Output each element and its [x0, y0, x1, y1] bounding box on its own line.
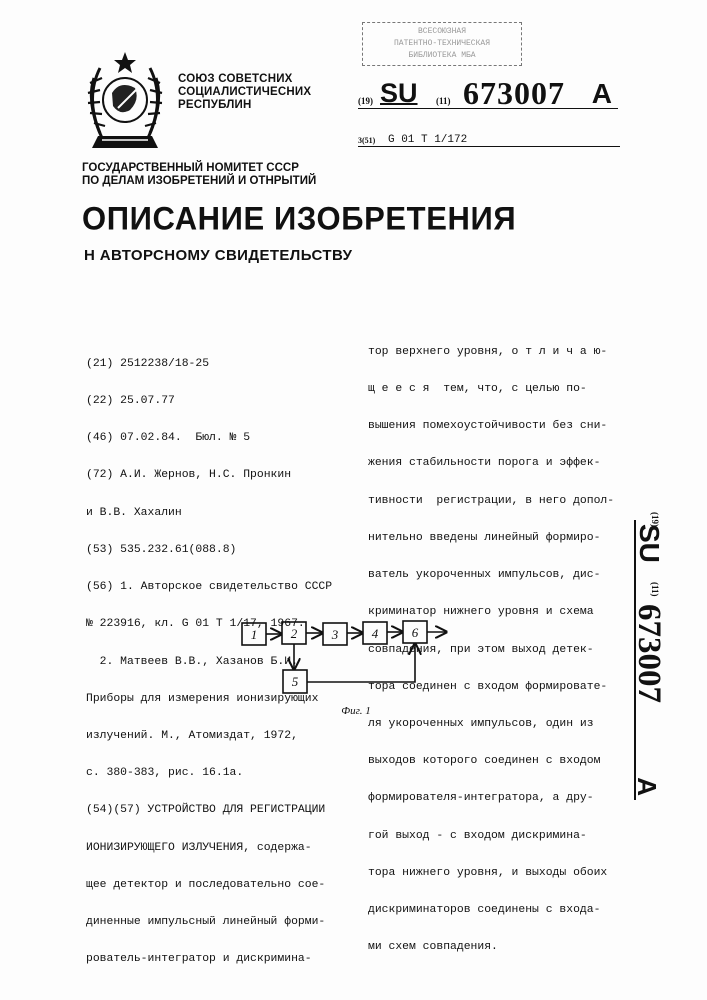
block-diagram-figure — [238, 612, 468, 724]
patent-number: 673007 — [463, 75, 565, 111]
side-country-code-label: (19) — [650, 512, 660, 527]
text-line: щее детектор и последовательно сое- — [86, 878, 326, 891]
text-line: (46) 07.02.84. Бюл. № 5 — [86, 432, 251, 445]
committee-line-2: ПО ДЕЛАМ ИЗОБРЕТЕНИЙ И ОТНРЫТИЙ — [82, 175, 317, 187]
library-stamp — [362, 22, 522, 66]
text-line: (54)(57) УСТРОЙСТВО ДЛЯ РЕГИСТРАЦИИ — [86, 804, 326, 817]
number-code-label: (11) — [436, 96, 451, 106]
country-code: SU — [380, 78, 418, 108]
side-country-code: SU — [634, 524, 665, 563]
text-line: (72) А.И. Жернов, Н.С. Пронкин — [86, 469, 292, 482]
document-subtitle: Н АВТОРСНОМУ СВИДЕТЕЛЬСТВУ — [84, 247, 353, 264]
side-underline — [634, 520, 636, 800]
text-line: ватель укороченных импульсов, дис- — [368, 569, 601, 582]
text-line: дискриминаторов соединены с входа- — [368, 904, 601, 917]
text-line: (21) 2512238/18-25 — [86, 357, 210, 370]
document-kind: A — [591, 78, 612, 109]
text-line: Приборы для измерения ионизирующих — [86, 692, 319, 705]
text-line: жения стабильности порога и эффек- — [368, 457, 601, 470]
side-number-code-label: (11) — [650, 582, 660, 597]
side-patent-label — [628, 510, 678, 800]
stamp-line-3: БИБЛИОТЕКА МБА — [408, 51, 476, 60]
stamp-line-1: ВСЕСОЮЗНАЯ — [417, 27, 466, 36]
side-document-kind: A — [632, 777, 662, 796]
figure-caption: Фиг. 1 — [341, 705, 371, 717]
text-line: щ е е с я тем, что, с целью по- — [368, 383, 587, 396]
text-line: (53) 535.232.61(088.8) — [86, 543, 237, 556]
text-line: гой выход - с входом дискримина- — [368, 829, 587, 842]
text-line: и В.В. Хахалин — [86, 506, 182, 519]
text-line: тор верхнего уровня, о т л и ч а ю- — [368, 345, 608, 358]
text-line: криминатор нижнего уровня и схема — [368, 606, 594, 619]
text-line: нительно введены линейный формиро- — [368, 531, 601, 544]
text-line: тора нижнего уровня, и выходы обоих — [368, 866, 608, 879]
country-code-label: (19) — [358, 96, 373, 106]
block-6-label: 6 — [411, 625, 419, 640]
document-title: ОПИСАНИЕ ИЗОБРЕТЕНИЯ — [82, 200, 517, 237]
text-line: тора соединен с входом формировате- — [368, 680, 608, 693]
text-line: (56) 1. Авторское свидетельство СССР — [86, 581, 333, 594]
block-2-label: 2 — [290, 626, 298, 641]
block-5-label: 5 — [291, 674, 299, 689]
text-line: ля укороченных импульсов, один из — [368, 718, 594, 730]
side-patent-number: 673007 — [631, 604, 667, 703]
text-line: излучений. М., Атомиздат, 1972, — [86, 730, 298, 742]
ussr-emblem-icon — [80, 48, 170, 158]
text-line: рователь-интегратор и дискримина- — [86, 953, 312, 966]
text-line: диненные импульсный линейный форми- — [86, 916, 326, 929]
block-1-label: 1 — [250, 627, 258, 642]
text-line: ми схем совпадения. — [368, 941, 498, 954]
union-line-2: СОЦИАЛИСТИЧЕСНИХ — [178, 86, 312, 98]
text-line: тивности регистрации, в него допол- — [368, 494, 615, 507]
text-line: ИОНИЗИРУЮЩЕГО ИЗЛУЧЕНИЯ, содержа- — [86, 841, 312, 854]
text-line: 2. Матвеев В.В., Хазанов Б.И. — [86, 655, 298, 668]
block-4-label: 4 — [371, 626, 379, 641]
text-line: формирователя-интегратора, а дру- — [368, 792, 594, 805]
text-line: выходов которого соединен с входом — [368, 755, 601, 768]
patent-number-block — [358, 72, 618, 109]
ipc-classification — [358, 132, 620, 147]
ipc-code-label: 3(51) — [358, 136, 376, 145]
block-3-label: 3 — [331, 627, 339, 642]
committee-line-1: ГОСУДАРСТВЕННЫЙ НОМИТЕТ СССР — [82, 162, 299, 174]
text-line: совпадения, при этом выход детек- — [368, 643, 594, 656]
union-line-1: СОЮЗ СОВЕТСНИХ — [178, 73, 293, 85]
state-committee — [82, 162, 316, 188]
union-line-3: РЕСПУБЛИН — [178, 99, 252, 111]
text-line: № 223916, кл. G 01 T 1/17, 1967. — [86, 618, 305, 631]
text-line: с. 380-383, рис. 16.1а. — [86, 767, 244, 780]
ipc-value: G 01 T 1/172 — [388, 134, 468, 146]
text-line: (22) 25.07.77 — [86, 395, 175, 408]
stamp-line-2: ПАТЕНТНО-ТЕХНИЧЕСКАЯ — [393, 39, 490, 48]
text-line: вышения помехоустойчивости без сни- — [368, 420, 608, 433]
issuing-state — [178, 73, 311, 112]
